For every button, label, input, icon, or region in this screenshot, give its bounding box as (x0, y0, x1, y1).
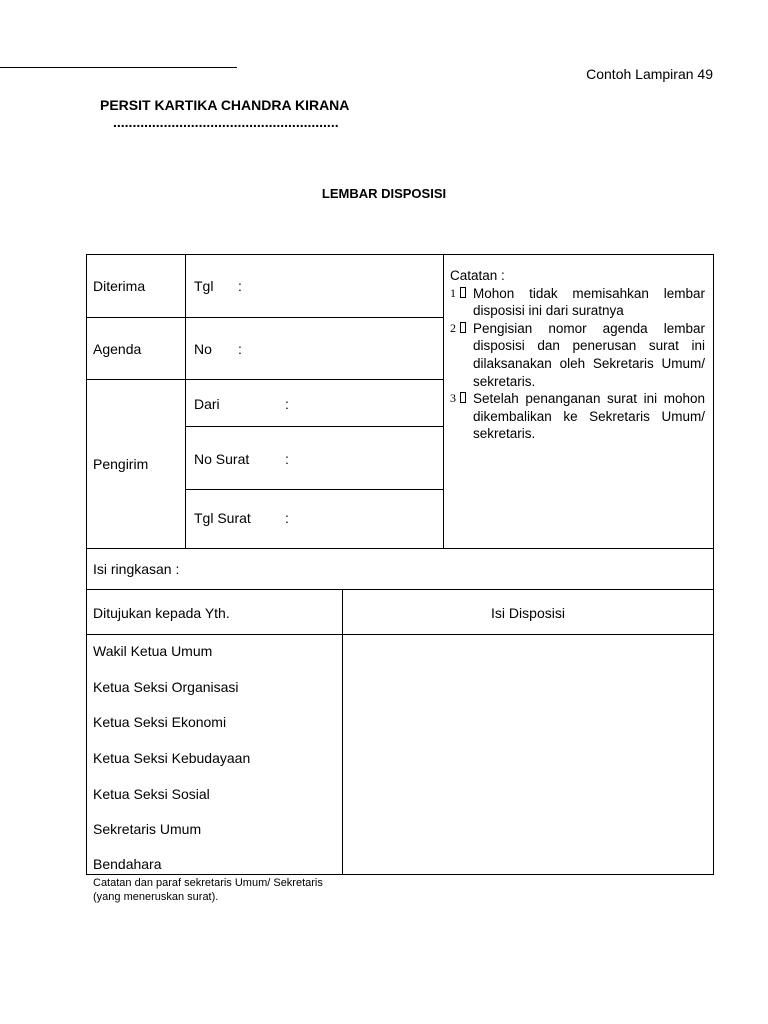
dari-label: Dari (194, 396, 220, 412)
tgl-colon: : (238, 278, 242, 294)
border-top (86, 254, 714, 255)
divider-label-column (185, 254, 186, 548)
note-number: 1 (450, 285, 456, 300)
dari-colon: : (285, 396, 289, 412)
no-surat-colon: : (285, 451, 289, 467)
ditujukan-label: Ditujukan kepada Yth. (93, 605, 230, 621)
divider-row-ditujukan (86, 589, 714, 590)
divider-notes-column (443, 254, 444, 548)
agenda-label: Agenda (93, 341, 142, 357)
note-text: Mohon tidak memisahkan lembar disposisi ini dari suratnya (473, 285, 705, 319)
recipient-item: Bendahara (93, 856, 162, 872)
disposition-form (86, 254, 714, 875)
tgl-label: Tgl (194, 278, 214, 294)
bullet-box-icon (460, 322, 466, 333)
note-text: Setelah penanganan surat ini mohon dikembalikan ke Sekretaris Umum/ sekretaris. (473, 391, 705, 442)
note-text: Pengisian nomor agenda lembar disposisi dan penerusan surat ini dilaksanakan oleh Sekretaris Umum/ sekretaris. (473, 320, 705, 389)
lampiran-label: Contoh Lampiran 49 (586, 66, 713, 82)
divider-row-agenda (86, 317, 443, 318)
recipient-item: Ketua Seksi Ekonomi (93, 714, 227, 730)
pengirim-label: Pengirim (93, 456, 149, 472)
bullet-box-icon (460, 287, 466, 298)
note-number: 3 (450, 391, 456, 406)
notes-heading: Catatan : (450, 268, 505, 283)
isi-ringkasan-label: Isi ringkasan : (93, 561, 180, 577)
border-bottom (86, 874, 714, 875)
divider-row-recipients (86, 634, 714, 635)
organization-name: PERSIT KARTIKA CHANDRA KIRANA (100, 97, 350, 113)
footnote (93, 876, 323, 904)
top-rule (0, 67, 237, 68)
divider-row-ringkasan (86, 548, 714, 549)
notes-panel (450, 267, 705, 443)
organization-dotted-line: .......................................................... (113, 114, 339, 130)
note-item (450, 390, 705, 443)
divider-disposisi-column (342, 589, 343, 875)
diterima-label: Diterima (93, 278, 146, 294)
note-number: 2 (450, 320, 456, 335)
recipient-item: Ketua Seksi Organisasi (93, 679, 239, 695)
recipient-item: Ketua Seksi Sosial (93, 786, 210, 802)
border-right (713, 254, 714, 875)
border-left (86, 254, 87, 875)
isi-disposisi-label: Isi Disposisi (491, 605, 565, 621)
note-item (450, 320, 705, 390)
recipient-item: Wakil Ketua Umum (93, 643, 213, 659)
recipient-item: Ketua Seksi Kebudayaan (93, 750, 251, 766)
divider-row-nosurat (185, 426, 443, 427)
tgl-surat-colon: : (285, 510, 289, 526)
footnote-line: (yang meneruskan surat). (93, 891, 219, 903)
no-colon: : (238, 341, 242, 357)
divider-row-pengirim (86, 379, 443, 380)
no-label: No (194, 341, 212, 357)
bullet-box-icon (460, 392, 466, 403)
no-surat-label: No Surat (194, 451, 250, 467)
recipient-item: Sekretaris Umum (93, 821, 202, 837)
divider-row-tglsurat (185, 489, 443, 490)
document-title: LEMBAR DISPOSISI (321, 186, 447, 201)
footnote-line: Catatan dan paraf sekretaris Umum/ Sekretaris (93, 877, 323, 889)
tgl-surat-label: Tgl Surat (194, 510, 251, 526)
note-item (450, 285, 705, 320)
